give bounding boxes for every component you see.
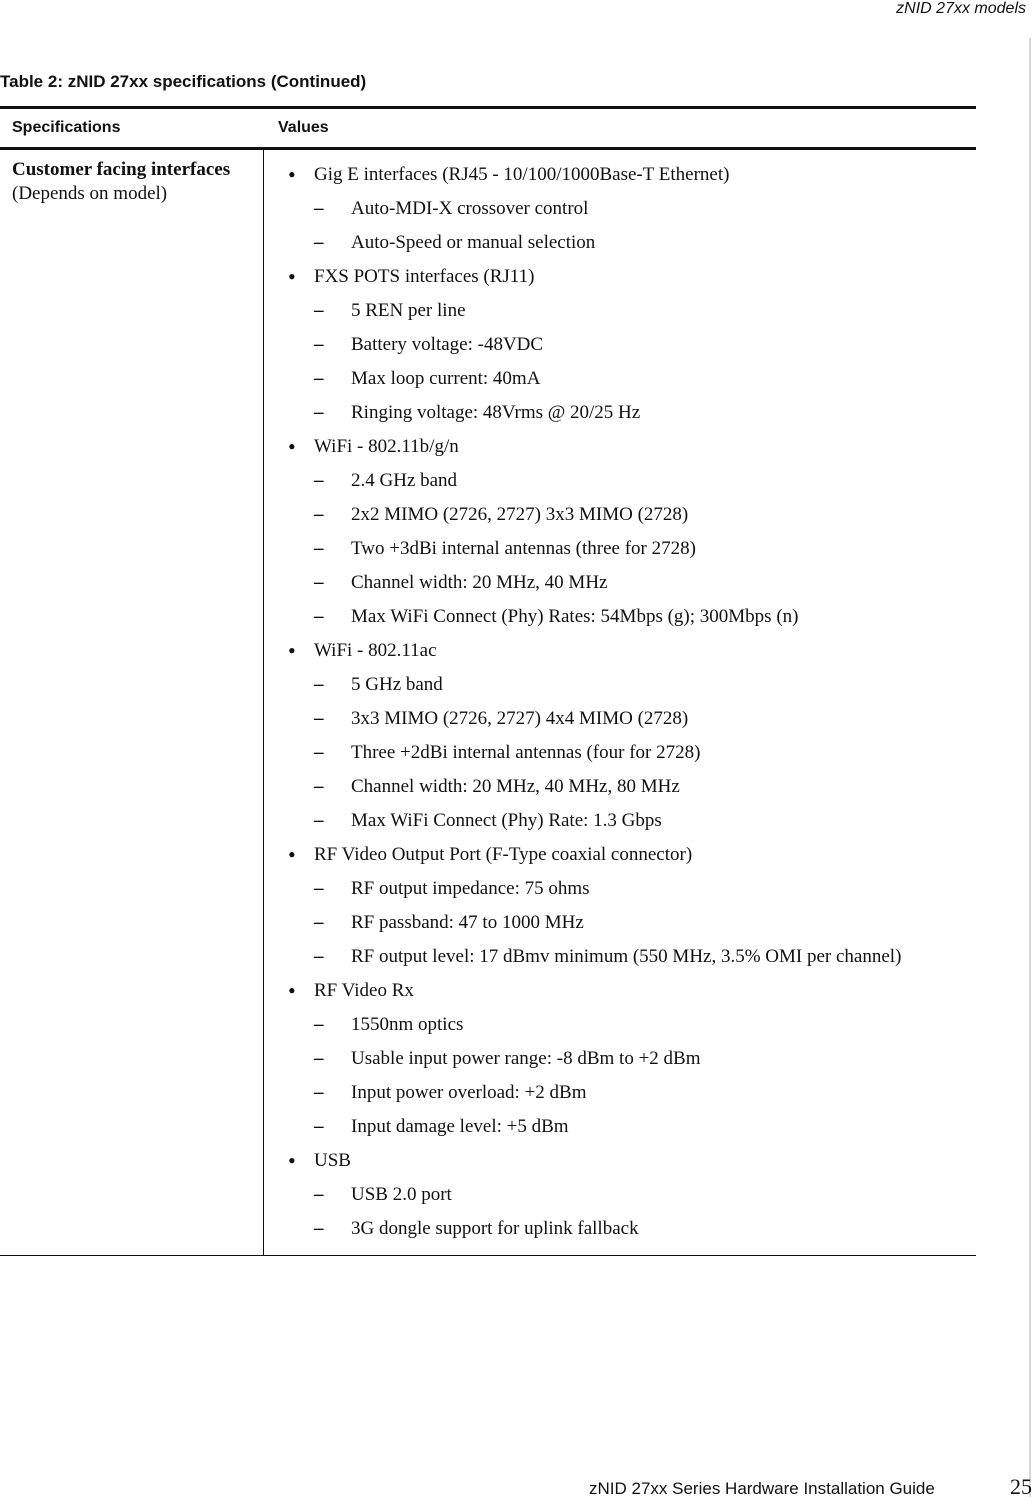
sub-item <box>264 736 976 770</box>
sub-item-label: Input power overload: +2 dBm <box>351 1082 587 1103</box>
dash-icon: – <box>314 470 324 491</box>
spec-group <box>264 634 976 838</box>
sub-item <box>264 1110 976 1144</box>
sub-item <box>264 1008 976 1042</box>
running-header: zNID 27xx models <box>896 0 1026 17</box>
dash-icon: – <box>314 1082 324 1103</box>
sub-item-label: 2.4 GHz band <box>351 470 458 491</box>
sub-item-label: USB 2.0 port <box>351 1184 452 1205</box>
sub-item <box>264 294 976 328</box>
sub-item-label: Max loop current: 40mA <box>351 368 541 389</box>
sub-item <box>264 906 976 940</box>
sub-item-label: Channel width: 20 MHz, 40 MHz <box>351 572 608 593</box>
dash-icon: – <box>314 402 324 423</box>
sub-item-label: Auto-Speed or manual selection <box>351 232 596 253</box>
column-header-values: Values <box>278 119 329 136</box>
page-number: 25 <box>1010 1474 1032 1499</box>
dash-icon: – <box>314 300 324 321</box>
sub-item <box>264 770 976 804</box>
sub-item <box>264 328 976 362</box>
sub-item-label: 3x3 MIMO (2726, 2727) 4x4 MIMO (2728) <box>351 708 689 729</box>
sub-item-label: Usable input power range: -8 dBm to +2 dBm <box>351 1048 701 1069</box>
table-title: Table 2: zNID 27xx specifications (Continued) <box>0 72 367 91</box>
sub-item <box>264 396 976 430</box>
sub-item <box>264 566 976 600</box>
bullet-item <box>264 838 976 872</box>
sub-item <box>264 362 976 396</box>
spec-group <box>264 838 976 974</box>
dash-icon: – <box>314 572 324 593</box>
spec-group <box>264 260 976 430</box>
spec-group <box>264 158 976 260</box>
dash-icon: – <box>314 1116 324 1137</box>
bullet-label: WiFi - 802.11b/g/n <box>314 436 459 457</box>
sub-item-label: Input damage level: +5 dBm <box>351 1116 569 1137</box>
dash-icon: – <box>314 742 324 763</box>
dash-icon: – <box>314 1048 324 1069</box>
sub-item <box>264 1042 976 1076</box>
bullet-item <box>264 430 976 464</box>
dash-icon: – <box>314 674 324 695</box>
sub-item-label: Ringing voltage: 48Vrms @ 20/25 Hz <box>351 402 641 423</box>
sub-item-label: 1550nm optics <box>351 1014 464 1035</box>
sub-item <box>264 702 976 736</box>
bullet-item <box>264 260 976 294</box>
spec-group <box>264 974 976 1144</box>
bullet-icon: • <box>288 638 296 663</box>
sub-item-label: Channel width: 20 MHz, 40 MHz, 80 MHz <box>351 776 680 797</box>
footer-guide-title: zNID 27xx Series Hardware Installation Guide <box>589 1479 935 1498</box>
bullet-icon: • <box>288 1148 296 1173</box>
dash-icon: – <box>314 504 324 525</box>
spec-name-note: (Depends on model) <box>12 183 168 204</box>
bullet-item <box>264 1144 976 1178</box>
dash-icon: – <box>314 1014 324 1035</box>
sub-item <box>264 1076 976 1110</box>
sub-item-label: 3G dongle support for uplink fallback <box>351 1218 639 1239</box>
bullet-icon: • <box>288 264 296 289</box>
bullet-label: FXS POTS interfaces (RJ11) <box>314 266 535 287</box>
bullet-icon: • <box>288 434 296 459</box>
column-header-specifications: Specifications <box>12 119 121 136</box>
sub-item-label: 5 GHz band <box>351 674 443 695</box>
sub-item <box>264 804 976 838</box>
sub-item <box>264 668 976 702</box>
bullet-item <box>264 158 976 192</box>
bullet-item <box>264 634 976 668</box>
sub-item <box>264 192 976 226</box>
dash-icon: – <box>314 334 324 355</box>
dash-icon: – <box>314 810 324 831</box>
bullet-label: USB <box>314 1150 351 1171</box>
table-row <box>0 150 976 1256</box>
sub-item <box>264 940 976 974</box>
bullet-icon: • <box>288 842 296 867</box>
sub-item <box>264 872 976 906</box>
spec-table <box>0 106 976 1256</box>
sub-item-label: Two +3dBi internal antennas (three for 2728) <box>351 538 696 559</box>
sub-item <box>264 1212 976 1246</box>
bullet-icon: • <box>288 978 296 1003</box>
dash-icon: – <box>314 1184 324 1205</box>
bullet-item <box>264 974 976 1008</box>
sub-item-label: Battery voltage: -48VDC <box>351 334 544 355</box>
sub-item-label: RF output impedance: 75 ohms <box>351 878 590 899</box>
bullet-label: RF Video Output Port (F-Type coaxial connector) <box>314 844 693 865</box>
dash-icon: – <box>314 1218 324 1239</box>
sub-item-label: 2x2 MIMO (2726, 2727) 3x3 MIMO (2728) <box>351 504 689 525</box>
sub-item-label: RF passband: 47 to 1000 MHz <box>351 912 584 933</box>
sub-item-label: Auto-MDI-X crossover control <box>351 198 589 219</box>
bullet-label: Gig E interfaces (RJ45 - 10/100/1000Base-T Ethernet) <box>314 164 730 185</box>
dash-icon: – <box>314 198 324 219</box>
sub-item <box>264 1178 976 1212</box>
dash-icon: – <box>314 538 324 559</box>
sub-item <box>264 464 976 498</box>
dash-icon: – <box>314 232 324 253</box>
bullet-label: WiFi - 802.11ac <box>314 640 437 661</box>
sub-item-label: Three +2dBi internal antennas (four for 2728) <box>351 742 701 763</box>
sub-item <box>264 532 976 566</box>
sub-item <box>264 498 976 532</box>
values-cell <box>264 150 976 1255</box>
dash-icon: – <box>314 708 324 729</box>
bullet-icon: • <box>288 162 296 187</box>
page-edge-rule <box>1029 38 1031 1497</box>
spec-group <box>264 1144 976 1246</box>
spec-name-cell <box>0 150 264 1255</box>
dash-icon: – <box>314 776 324 797</box>
bullet-label: RF Video Rx <box>314 980 414 1001</box>
spec-group <box>264 430 976 634</box>
dash-icon: – <box>314 946 324 967</box>
sub-item <box>264 600 976 634</box>
dash-icon: – <box>314 606 324 627</box>
sub-item-label: 5 REN per line <box>351 300 466 321</box>
dash-icon: – <box>314 878 324 899</box>
sub-item-label: RF output level: 17 dBmv minimum (550 MHz, 3.5% OMI per channel) <box>351 946 902 967</box>
sub-item-label: Max WiFi Connect (Phy) Rates: 54Mbps (g); 300Mbps (n) <box>351 606 799 627</box>
sub-item <box>264 226 976 260</box>
table-header-row <box>0 106 976 150</box>
dash-icon: – <box>314 368 324 389</box>
dash-icon: – <box>314 912 324 933</box>
spec-name-bold: Customer facing interfaces <box>12 159 231 180</box>
sub-item-label: Max WiFi Connect (Phy) Rate: 1.3 Gbps <box>351 810 662 831</box>
